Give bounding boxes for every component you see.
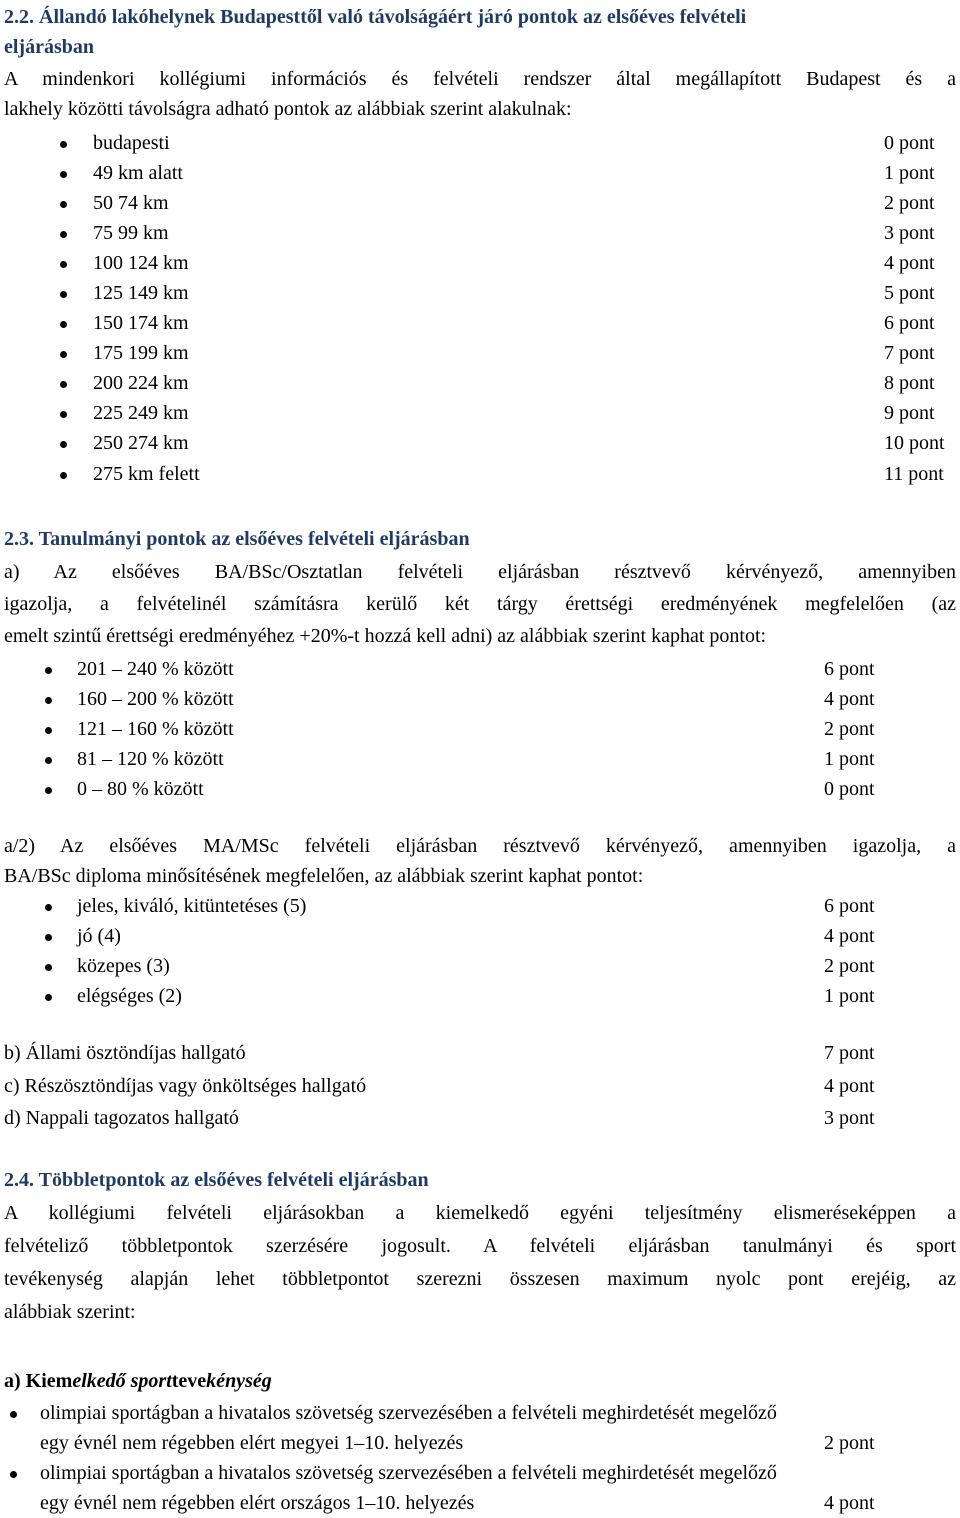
list-item bbox=[4, 654, 956, 684]
list-item bbox=[4, 398, 956, 428]
item-label: 0 – 80 % között bbox=[77, 778, 204, 800]
bullet-icon bbox=[60, 411, 67, 418]
bullet-icon bbox=[60, 171, 67, 178]
item-points: 6 pont bbox=[884, 312, 935, 334]
item-label: jeles, kiváló, kitüntetéses (5) bbox=[77, 895, 307, 917]
item-label: 121 – 160 % között bbox=[77, 718, 234, 740]
item-points: 8 pont bbox=[884, 372, 935, 394]
item-points: 9 pont bbox=[884, 402, 935, 424]
list-item bbox=[4, 368, 956, 398]
item-label: 225 249 km bbox=[93, 402, 189, 424]
item-points: 2 pont bbox=[884, 192, 935, 214]
intro-line: A mindenkori kollégiumi információs és felvételi rendszer által megállapított Budapest és a bbox=[4, 68, 956, 90]
paragraph-line: a/2) Az elsőéves MA/MSc felvételi eljárásban résztvevő kérvényező, amennyiben igazolja, a bbox=[4, 835, 956, 857]
item-points: 2 pont bbox=[824, 1432, 875, 1454]
item-points: 2 pont bbox=[824, 955, 875, 977]
paragraph-line: felvételiző többletpontok szerzésére jogosult. A felvételi eljárásban tanulmányi és sport bbox=[4, 1235, 956, 1257]
item-line: olimpiai sportágban a hivatalos szövetség szervezésében a felvételi meghirdetését megelőző bbox=[40, 1402, 777, 1424]
status-points: 4 pont bbox=[824, 1075, 875, 1097]
item-label: 50 74 km bbox=[93, 192, 169, 214]
item-points: 4 pont bbox=[824, 925, 875, 947]
item-points: 10 pont bbox=[884, 432, 945, 454]
bullet-icon bbox=[60, 201, 67, 208]
item-label: 49 km alatt bbox=[93, 162, 183, 184]
list-item bbox=[4, 714, 956, 744]
item-label: elégséges (2) bbox=[77, 985, 182, 1007]
heading-part: teve bbox=[171, 1370, 207, 1392]
status-points: 3 pont bbox=[824, 1107, 875, 1129]
item-points: 6 pont bbox=[824, 658, 875, 680]
status-row bbox=[4, 1038, 956, 1068]
bullet-icon bbox=[45, 787, 52, 794]
list-item bbox=[4, 428, 956, 458]
item-points: 3 pont bbox=[884, 222, 935, 244]
item-points: 0 pont bbox=[884, 132, 935, 154]
list-item bbox=[4, 951, 956, 981]
item-label: jó (4) bbox=[77, 925, 121, 947]
list-item bbox=[4, 218, 956, 248]
paragraph-line: igazolja, a felvételinél számításra kerülő két tárgy érettségi eredményének megfelelően (az bbox=[4, 593, 956, 615]
bullet-icon bbox=[45, 934, 52, 941]
section-2-2-intro bbox=[4, 64, 956, 124]
list-item bbox=[4, 981, 956, 1011]
section-2-3-a2-paragraph bbox=[4, 831, 956, 891]
item-label: 160 – 200 % között bbox=[77, 688, 234, 710]
bullet-icon bbox=[10, 1411, 17, 1418]
status-row bbox=[4, 1103, 956, 1133]
item-line: olimpiai sportágban a hivatalos szövetség szervezésében a felvételi meghirdetését megelőző bbox=[40, 1462, 777, 1484]
paragraph-line: alábbiak szerint: bbox=[4, 1301, 136, 1323]
bullet-icon bbox=[45, 904, 52, 911]
status-row bbox=[4, 1071, 956, 1101]
item-label: 201 – 240 % között bbox=[77, 658, 234, 680]
item-points: 7 pont bbox=[884, 342, 935, 364]
heading-part: elkedő sport bbox=[72, 1370, 172, 1392]
bullet-icon bbox=[45, 667, 52, 674]
list-item bbox=[4, 128, 956, 158]
bullet-icon bbox=[60, 291, 67, 298]
heading-line: eljárásban bbox=[4, 36, 94, 58]
intro-line: lakhely közötti távolságra adható pontok az alábbiak szerint alakulnak: bbox=[4, 98, 572, 120]
status-label: d) Nappali tagozatos hallgató bbox=[4, 1107, 239, 1129]
item-label: 150 174 km bbox=[93, 312, 189, 334]
item-points: 4 pont bbox=[824, 1492, 875, 1514]
item-label: budapesti bbox=[93, 132, 170, 154]
bullet-icon bbox=[10, 1471, 17, 1478]
bullet-icon bbox=[45, 964, 52, 971]
item-label: 275 km felett bbox=[93, 463, 200, 485]
heading-part: nység bbox=[225, 1370, 272, 1392]
item-points: 2 pont bbox=[824, 718, 875, 740]
item-label: 100 124 km bbox=[93, 252, 189, 274]
section-2-4-paragraph bbox=[4, 1197, 956, 1329]
heading-line: 2.2. Állandó lakóhelynek Budapesttől való távolságáért járó pontok az elsőéves felvételi bbox=[4, 6, 747, 28]
list-item bbox=[4, 1398, 956, 1458]
heading-part: a) Kiem bbox=[4, 1370, 73, 1392]
bullet-icon bbox=[60, 441, 67, 448]
item-label: 200 224 km bbox=[93, 372, 189, 394]
list-item bbox=[4, 921, 956, 951]
bullet-icon bbox=[60, 381, 67, 388]
list-item bbox=[4, 744, 956, 774]
item-points: 4 pont bbox=[884, 252, 935, 274]
heading-part: ké bbox=[206, 1370, 226, 1392]
list-item bbox=[4, 1458, 956, 1518]
list-item bbox=[4, 188, 956, 218]
paragraph-line: A kollégiumi felvételi eljárásokban a kiemelkedő egyéni teljesítmény elismeréseképpen a bbox=[4, 1202, 956, 1224]
item-line: egy évnél nem régebben elért megyei 1–10. helyezés bbox=[40, 1432, 464, 1454]
list-item bbox=[4, 891, 956, 921]
list-item bbox=[4, 278, 956, 308]
item-points: 1 pont bbox=[824, 748, 875, 770]
section-2-4-heading: 2.4. Többletpontok az elsőéves felvételi eljárásban bbox=[4, 1169, 429, 1191]
bullet-icon bbox=[60, 321, 67, 328]
bullet-icon bbox=[60, 351, 67, 358]
item-label: 81 – 120 % között bbox=[77, 748, 224, 770]
list-item bbox=[4, 338, 956, 368]
bullet-icon bbox=[45, 697, 52, 704]
paragraph-line: emelt szintű érettségi eredményéhez +20%-t hozzá kell adni) az alábbiak szerint kaphat pontot: bbox=[4, 625, 767, 647]
item-label: 125 149 km bbox=[93, 282, 189, 304]
item-label: 75 99 km bbox=[93, 222, 169, 244]
status-points: 7 pont bbox=[824, 1042, 875, 1064]
list-item bbox=[4, 684, 956, 714]
section-2-3-heading: 2.3. Tanulmányi pontok az elsőéves felvételi eljárásban bbox=[4, 528, 470, 550]
paragraph-line: tevékenység alapján lehet többletpontot szerezni összesen maximum nyolc pont erejéig, az bbox=[4, 1268, 956, 1290]
status-label: b) Állami ösztöndíjas hallgató bbox=[4, 1042, 246, 1064]
item-points: 6 pont bbox=[824, 895, 875, 917]
item-points: 4 pont bbox=[824, 688, 875, 710]
item-points: 11 pont bbox=[884, 463, 944, 485]
paragraph-line: BA/BSc diploma minősítésének megfelelően, az alábbiak szerint kaphat pontot: bbox=[4, 865, 644, 887]
subsection-a-heading bbox=[4, 1366, 956, 1396]
item-points: 1 pont bbox=[884, 162, 935, 184]
bullet-icon bbox=[60, 261, 67, 268]
list-item bbox=[4, 774, 956, 804]
bullet-icon bbox=[45, 994, 52, 1001]
bullet-icon bbox=[45, 727, 52, 734]
section-2-3-a-paragraph bbox=[4, 556, 956, 652]
list-item bbox=[4, 308, 956, 338]
list-item bbox=[4, 459, 956, 489]
list-item bbox=[4, 248, 956, 278]
bullet-icon bbox=[60, 472, 67, 479]
item-points: 5 pont bbox=[884, 282, 935, 304]
item-label: 250 274 km bbox=[93, 432, 189, 454]
paragraph-line: a) Az elsőéves BA/BSc/Osztatlan felvételi eljárásban résztvevő kérvényező, amennyiben bbox=[4, 561, 956, 583]
item-label: közepes (3) bbox=[77, 955, 170, 977]
bullet-icon bbox=[45, 757, 52, 764]
item-line: egy évnél nem régebben elért országos 1–10. helyezés bbox=[40, 1492, 475, 1514]
item-points: 0 pont bbox=[824, 778, 875, 800]
item-label: 175 199 km bbox=[93, 342, 189, 364]
section-2-2-heading bbox=[4, 2, 956, 62]
bullet-icon bbox=[60, 141, 67, 148]
item-points: 1 pont bbox=[824, 985, 875, 1007]
status-label: c) Részösztöndíjas vagy önköltséges hallgató bbox=[4, 1075, 367, 1097]
list-item bbox=[4, 158, 956, 188]
bullet-icon bbox=[60, 231, 67, 238]
